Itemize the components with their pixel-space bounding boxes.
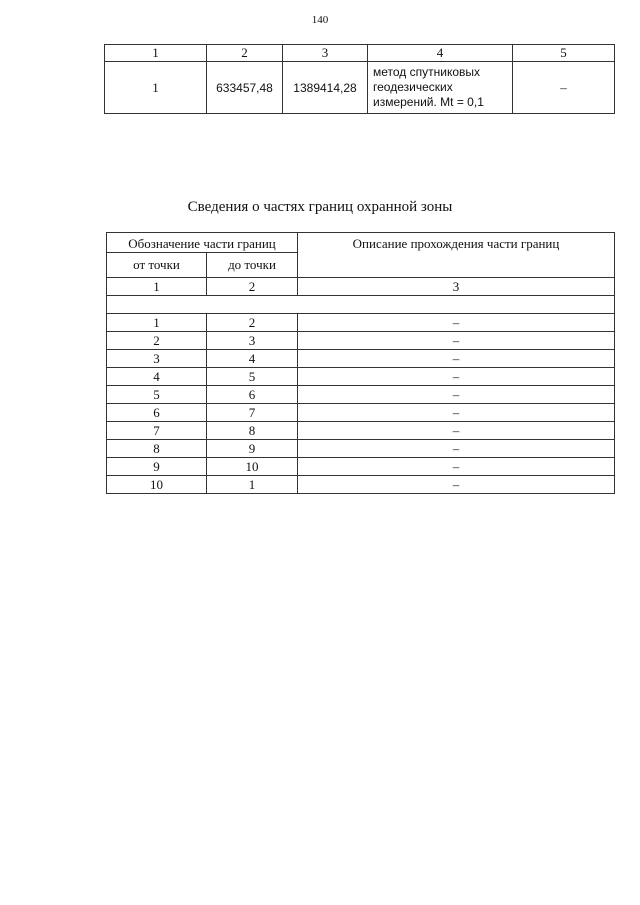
description-cell: – bbox=[298, 332, 615, 350]
table-row bbox=[107, 386, 615, 404]
description-cell: – bbox=[298, 314, 615, 332]
to-point-cell: 8 bbox=[207, 422, 298, 440]
header-to-point: до точки bbox=[207, 253, 298, 278]
to-point-cell: 2 bbox=[207, 314, 298, 332]
column-number-cell: 3 bbox=[298, 278, 615, 296]
coord-header-cell: 1 bbox=[105, 45, 207, 62]
table-row bbox=[107, 368, 615, 386]
from-point-cell: 8 bbox=[107, 440, 207, 458]
description-cell: – bbox=[298, 386, 615, 404]
from-point-cell: 4 bbox=[107, 368, 207, 386]
to-point-cell: 5 bbox=[207, 368, 298, 386]
description-cell: – bbox=[298, 404, 615, 422]
table-row bbox=[107, 458, 615, 476]
from-point-cell: 9 bbox=[107, 458, 207, 476]
coordinates-table bbox=[104, 44, 615, 114]
description-cell: – bbox=[298, 458, 615, 476]
table-row bbox=[107, 422, 615, 440]
to-point-cell: 1 bbox=[207, 476, 298, 494]
table-row bbox=[107, 314, 615, 332]
to-point-cell: 7 bbox=[207, 404, 298, 422]
point-description-cell: – bbox=[513, 62, 615, 114]
from-point-cell: 5 bbox=[107, 386, 207, 404]
column-number-cell: 1 bbox=[107, 278, 207, 296]
header-from-point: от точки bbox=[107, 253, 207, 278]
to-point-cell: 6 bbox=[207, 386, 298, 404]
table-row bbox=[107, 350, 615, 368]
boundary-parts-table bbox=[106, 232, 615, 494]
table-row bbox=[107, 332, 615, 350]
section-title: Сведения о частях границ охранной зоны bbox=[187, 199, 453, 215]
coord-header-cell: 5 bbox=[513, 45, 615, 62]
method-cell bbox=[368, 62, 513, 114]
header-part-designation: Обозначение части границ bbox=[107, 233, 298, 253]
from-point-cell: 10 bbox=[107, 476, 207, 494]
description-cell: – bbox=[298, 368, 615, 386]
empty-separator-cell bbox=[107, 296, 615, 314]
column-numbers-row bbox=[107, 278, 615, 296]
parts-header-row bbox=[107, 233, 615, 253]
description-cell: – bbox=[298, 422, 615, 440]
empty-separator-row bbox=[107, 296, 615, 314]
coord-header-cell: 2 bbox=[207, 45, 283, 62]
method-line: измерений. Mt = 0,1 bbox=[373, 95, 484, 109]
description-cell: – bbox=[298, 440, 615, 458]
coordinates-header-row bbox=[105, 45, 615, 62]
coord-header-cell: 4 bbox=[368, 45, 513, 62]
coord-header-cell: 3 bbox=[283, 45, 368, 62]
from-point-cell: 1 bbox=[107, 314, 207, 332]
from-point-cell: 3 bbox=[107, 350, 207, 368]
y-coordinate-cell: 1389414,28 bbox=[283, 62, 368, 114]
description-cell: – bbox=[298, 476, 615, 494]
from-point-cell: 6 bbox=[107, 404, 207, 422]
point-number-cell: 1 bbox=[105, 62, 207, 114]
method-line: геодезических bbox=[373, 80, 453, 94]
from-point-cell: 2 bbox=[107, 332, 207, 350]
description-cell: – bbox=[298, 350, 615, 368]
table-row bbox=[107, 476, 615, 494]
page-number: 140 bbox=[311, 14, 329, 26]
column-number-cell: 2 bbox=[207, 278, 298, 296]
coordinates-data-row bbox=[105, 62, 615, 114]
method-line: метод спутниковых bbox=[373, 65, 481, 79]
x-coordinate-cell: 633457,48 bbox=[207, 62, 283, 114]
table-row bbox=[107, 404, 615, 422]
to-point-cell: 4 bbox=[207, 350, 298, 368]
to-point-cell: 10 bbox=[207, 458, 298, 476]
to-point-cell: 3 bbox=[207, 332, 298, 350]
header-part-description: Описание прохождения части границ bbox=[298, 233, 615, 278]
to-point-cell: 9 bbox=[207, 440, 298, 458]
from-point-cell: 7 bbox=[107, 422, 207, 440]
table-row bbox=[107, 440, 615, 458]
